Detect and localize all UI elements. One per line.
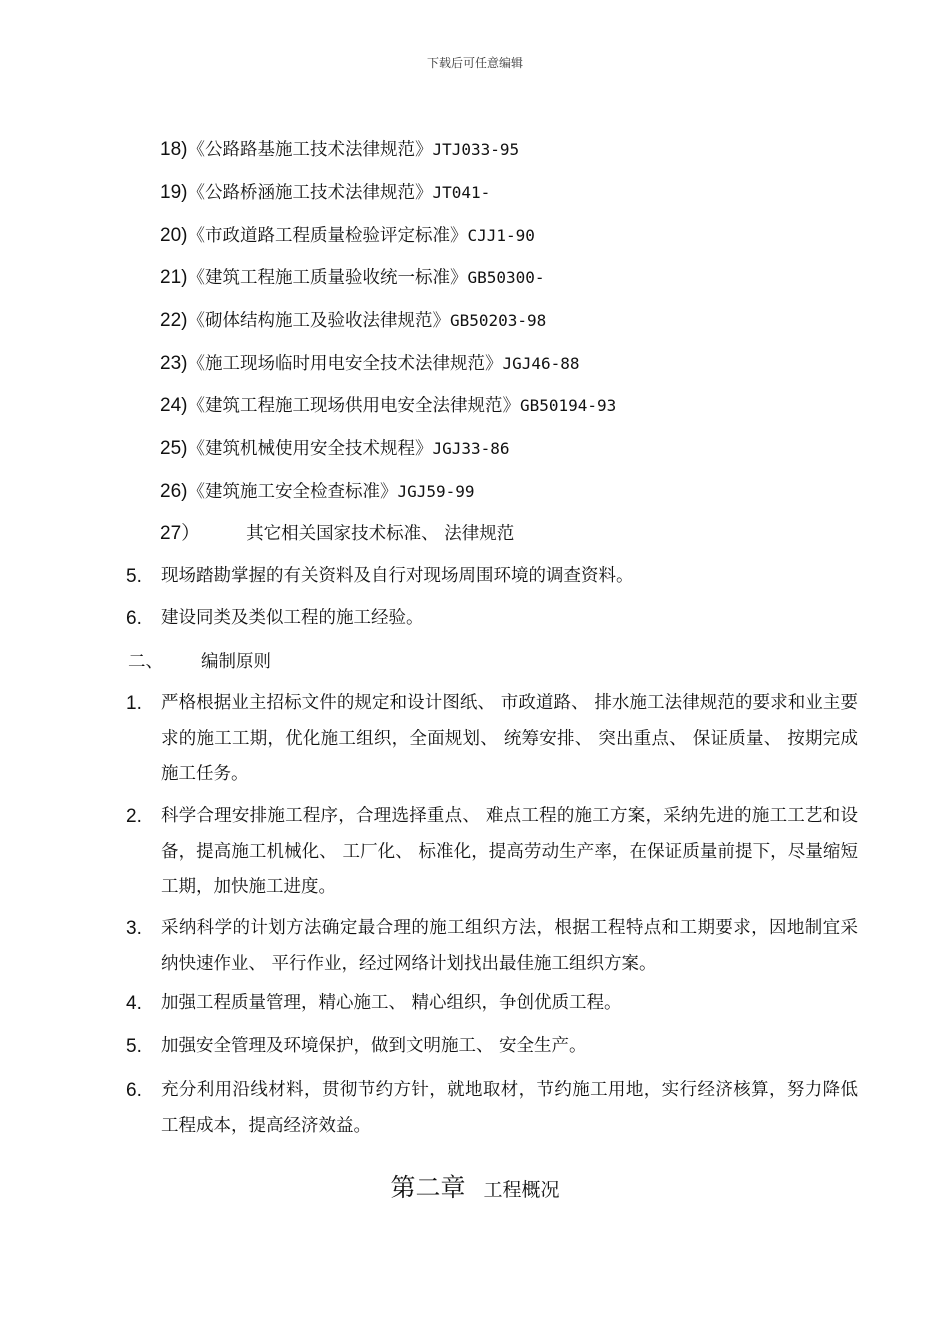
reference-title: 《建筑机械使用安全技术规程》 <box>187 439 433 459</box>
reference-number: 24) <box>160 395 188 416</box>
principle-item-3 <box>126 911 858 982</box>
chapter-title: 工程概况 <box>483 1179 560 1201</box>
item-number: 2. <box>126 806 142 827</box>
reference-number: 26) <box>160 481 188 502</box>
reference-title: 《公路桥涵施工技术法律规范》 <box>187 183 433 203</box>
reference-code: CJJ1-90 <box>467 226 535 245</box>
basis-item-5 <box>126 559 858 595</box>
item-text: 建设同类及类似工程的施工经验。 <box>161 608 424 628</box>
item-text: 充分利用沿线材料，贯彻节约方针，就地取材，节约施工用地，实行经济核算，努力降低工程成本，提高经济效益。 <box>161 1080 858 1136</box>
reference-number: 21) <box>160 267 188 288</box>
reference-item-22 <box>160 309 546 333</box>
item-text: 现场踏勘掌握的有关资料及自行对现场周围环境的调查资料。 <box>161 566 634 586</box>
reference-code: JGJ59-99 <box>397 482 475 501</box>
reference-number: 20) <box>160 225 188 246</box>
reference-title: 《砌体结构施工及验收法律规范》 <box>187 311 450 331</box>
item-text: 科学合理安排施工程序，合理选择重点、 难点工程的施工方案，采纳先进的施工工艺和设备，提高施工机械化、 工厂化、 标准化，提高劳动生产率，在保证质量前提下，尽量缩短工期，加快施工进度。 <box>161 806 858 897</box>
reference-item-18 <box>160 138 519 162</box>
section-title: 编制原则 <box>201 652 271 672</box>
reference-number: 18) <box>160 139 188 160</box>
reference-code: GB50203-98 <box>449 311 547 330</box>
item-text: 采纳科学的计划方法确定最合理的施工组织方法，根据工程特点和工期要求，因地制宜采纳快速作业、 平行作业，经过网络计划找出最佳施工组织方案。 <box>161 918 858 974</box>
chapter-heading <box>0 1168 950 1204</box>
item-text: 加强安全管理及环境保护，做到文明施工、 安全生产。 <box>161 1036 587 1056</box>
reference-title: 《建筑工程施工质量验收统一标准》 <box>187 268 468 288</box>
item-number: 4. <box>126 993 142 1014</box>
principle-item-4 <box>126 986 858 1022</box>
section-heading <box>128 648 271 676</box>
reference-number: 23) <box>160 353 188 374</box>
reference-number: 27） <box>160 523 201 544</box>
item-number: 6. <box>126 608 142 629</box>
reference-title: 《市政道路工程质量检验评定标准》 <box>187 226 468 246</box>
reference-title: 《建筑工程施工现场供用电安全法律规范》 <box>187 396 520 416</box>
reference-code: JGJ33-86 <box>432 439 510 458</box>
item-number: 1. <box>126 693 142 714</box>
principle-item-5 <box>126 1029 858 1065</box>
chapter-number: 第二章 <box>390 1173 466 1202</box>
principle-item-6 <box>126 1073 858 1144</box>
item-number: 3. <box>126 918 142 939</box>
item-text: 加强工程质量管理，精心施工、 精心组织，争创优质工程。 <box>161 993 622 1013</box>
reference-code: JGJ46-88 <box>502 354 580 373</box>
item-number: 5. <box>126 566 142 587</box>
item-number: 5. <box>126 1036 142 1057</box>
reference-code: JT041- <box>432 183 491 202</box>
reference-number: 25) <box>160 438 188 459</box>
reference-item-19 <box>160 181 490 205</box>
principle-item-1 <box>126 686 858 793</box>
reference-item-26 <box>160 480 475 504</box>
reference-item-27 <box>160 522 514 546</box>
reference-text: 其它相关国家技术标准、 法律规范 <box>246 524 515 544</box>
basis-item-6 <box>126 601 858 637</box>
item-number: 6. <box>126 1080 142 1101</box>
reference-item-20 <box>160 224 535 248</box>
page-header: 下载后可任意编辑 <box>426 56 523 70</box>
reference-number: 22) <box>160 310 188 331</box>
reference-number: 19) <box>160 182 188 203</box>
reference-item-24 <box>160 394 616 418</box>
reference-item-23 <box>160 352 580 376</box>
principle-item-2 <box>126 799 858 906</box>
reference-code: GB50300- <box>467 268 545 287</box>
reference-code: JTJ033-95 <box>432 140 520 159</box>
reference-title: 《公路路基施工技术法律规范》 <box>187 140 433 160</box>
reference-item-25 <box>160 437 510 461</box>
item-text: 严格根据业主招标文件的规定和设计图纸、 市政道路、 排水施工法律规范的要求和业主要求的施工工期，优化施工组织，全面规划、 统筹安排、 突出重点、 保证质量、 按期完成施工任务。 <box>161 693 858 784</box>
section-number: 二、 <box>128 652 163 672</box>
reference-item-21 <box>160 266 545 290</box>
reference-code: GB50194-93 <box>519 396 617 415</box>
reference-title: 《建筑施工安全检查标准》 <box>187 482 398 502</box>
reference-title: 《施工现场临时用电安全技术法律规范》 <box>187 354 503 374</box>
